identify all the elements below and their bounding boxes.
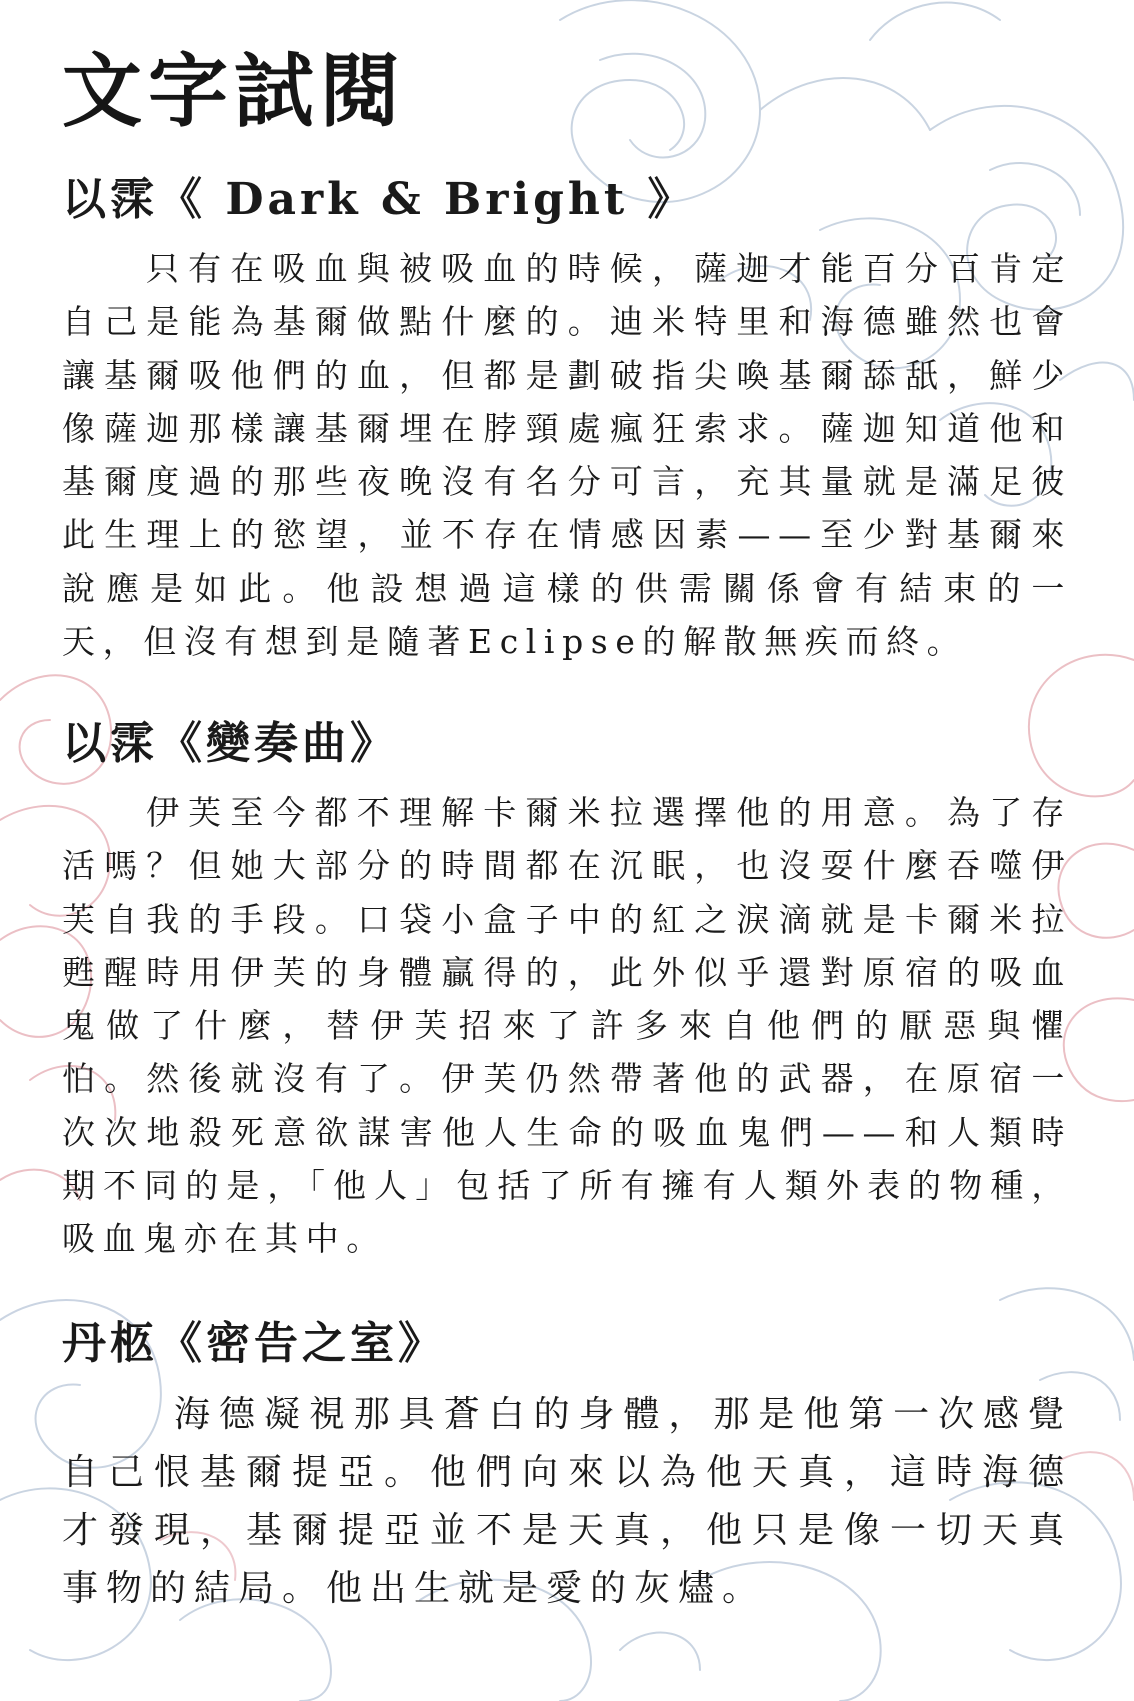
excerpt-work-title: 《變奏曲》 xyxy=(158,718,398,769)
excerpt-body: 海德凝視那具蒼白的身體，那是他第一次感覺自己恨基爾提亞。他們向來以為他天真，這時海德才發現，基爾提亞並不是天真，他只是像一切天真事物的結局。他出生就是愛的灰燼。 xyxy=(62,1394,1072,1609)
excerpt-author: 以霂 xyxy=(62,174,158,225)
excerpt-variations xyxy=(62,718,1072,1299)
excerpt-work-title: 《 Dark & Bright 》 xyxy=(158,174,696,225)
excerpt-body: 伊芙至今都不理解卡爾米拉選擇他的用意。為了存活嗎？但她大部分的時間都在沉眠，也沒耍什麼吞噬伊芙自我的手段。口袋小盒子中的紅之淚滴就是卡爾米拉甦醒時用伊芙的身體贏得的，此外似乎還對原宿的吸血鬼做了什麼，替伊芙招來了許多來自他們的厭惡與懼怕。然後就沒有了。伊芙仍然帶著他的武器，在原宿一次次地殺死意欲謀害他人生命的吸血鬼們——和人類時期不同的是，「他人」包括了所有擁有人類外表的物種，吸血鬼亦在其中。 xyxy=(62,793,1072,1259)
excerpt-work-title: 《密告之室》 xyxy=(158,1318,446,1369)
excerpt-secret-room xyxy=(62,1318,1072,1654)
excerpt-author: 以霂 xyxy=(62,718,158,769)
excerpt-dark-and-bright xyxy=(62,174,1072,701)
excerpt-body: 只有在吸血與被吸血的時候，薩迦才能百分百肯定自己是能為基爾做點什麼的。迪米特里和海德雖然也會讓基爾吸他們的血，但都是劃破指尖喚基爾舔舐，鮮少像薩迦那樣讓基爾埋在脖頸處瘋狂索求。薩迦知道他和基爾度過的那些夜晚沒有名分可言，充其量就是滿足彼此生理上的慾望，並不存在情感因素——至少對基爾來說應是如此。他設想過這樣的供需關係會有結束的一天，但沒有想到是隨著Eclipse的解散無疾而終。 xyxy=(62,249,1072,662)
page-title: 文字試閱 xyxy=(62,45,406,138)
excerpt-title xyxy=(62,718,1072,769)
excerpt-title xyxy=(62,174,1072,225)
excerpt-author: 丹柩 xyxy=(62,1318,158,1369)
excerpt-title xyxy=(62,1318,1072,1369)
page-content xyxy=(62,45,1072,1609)
